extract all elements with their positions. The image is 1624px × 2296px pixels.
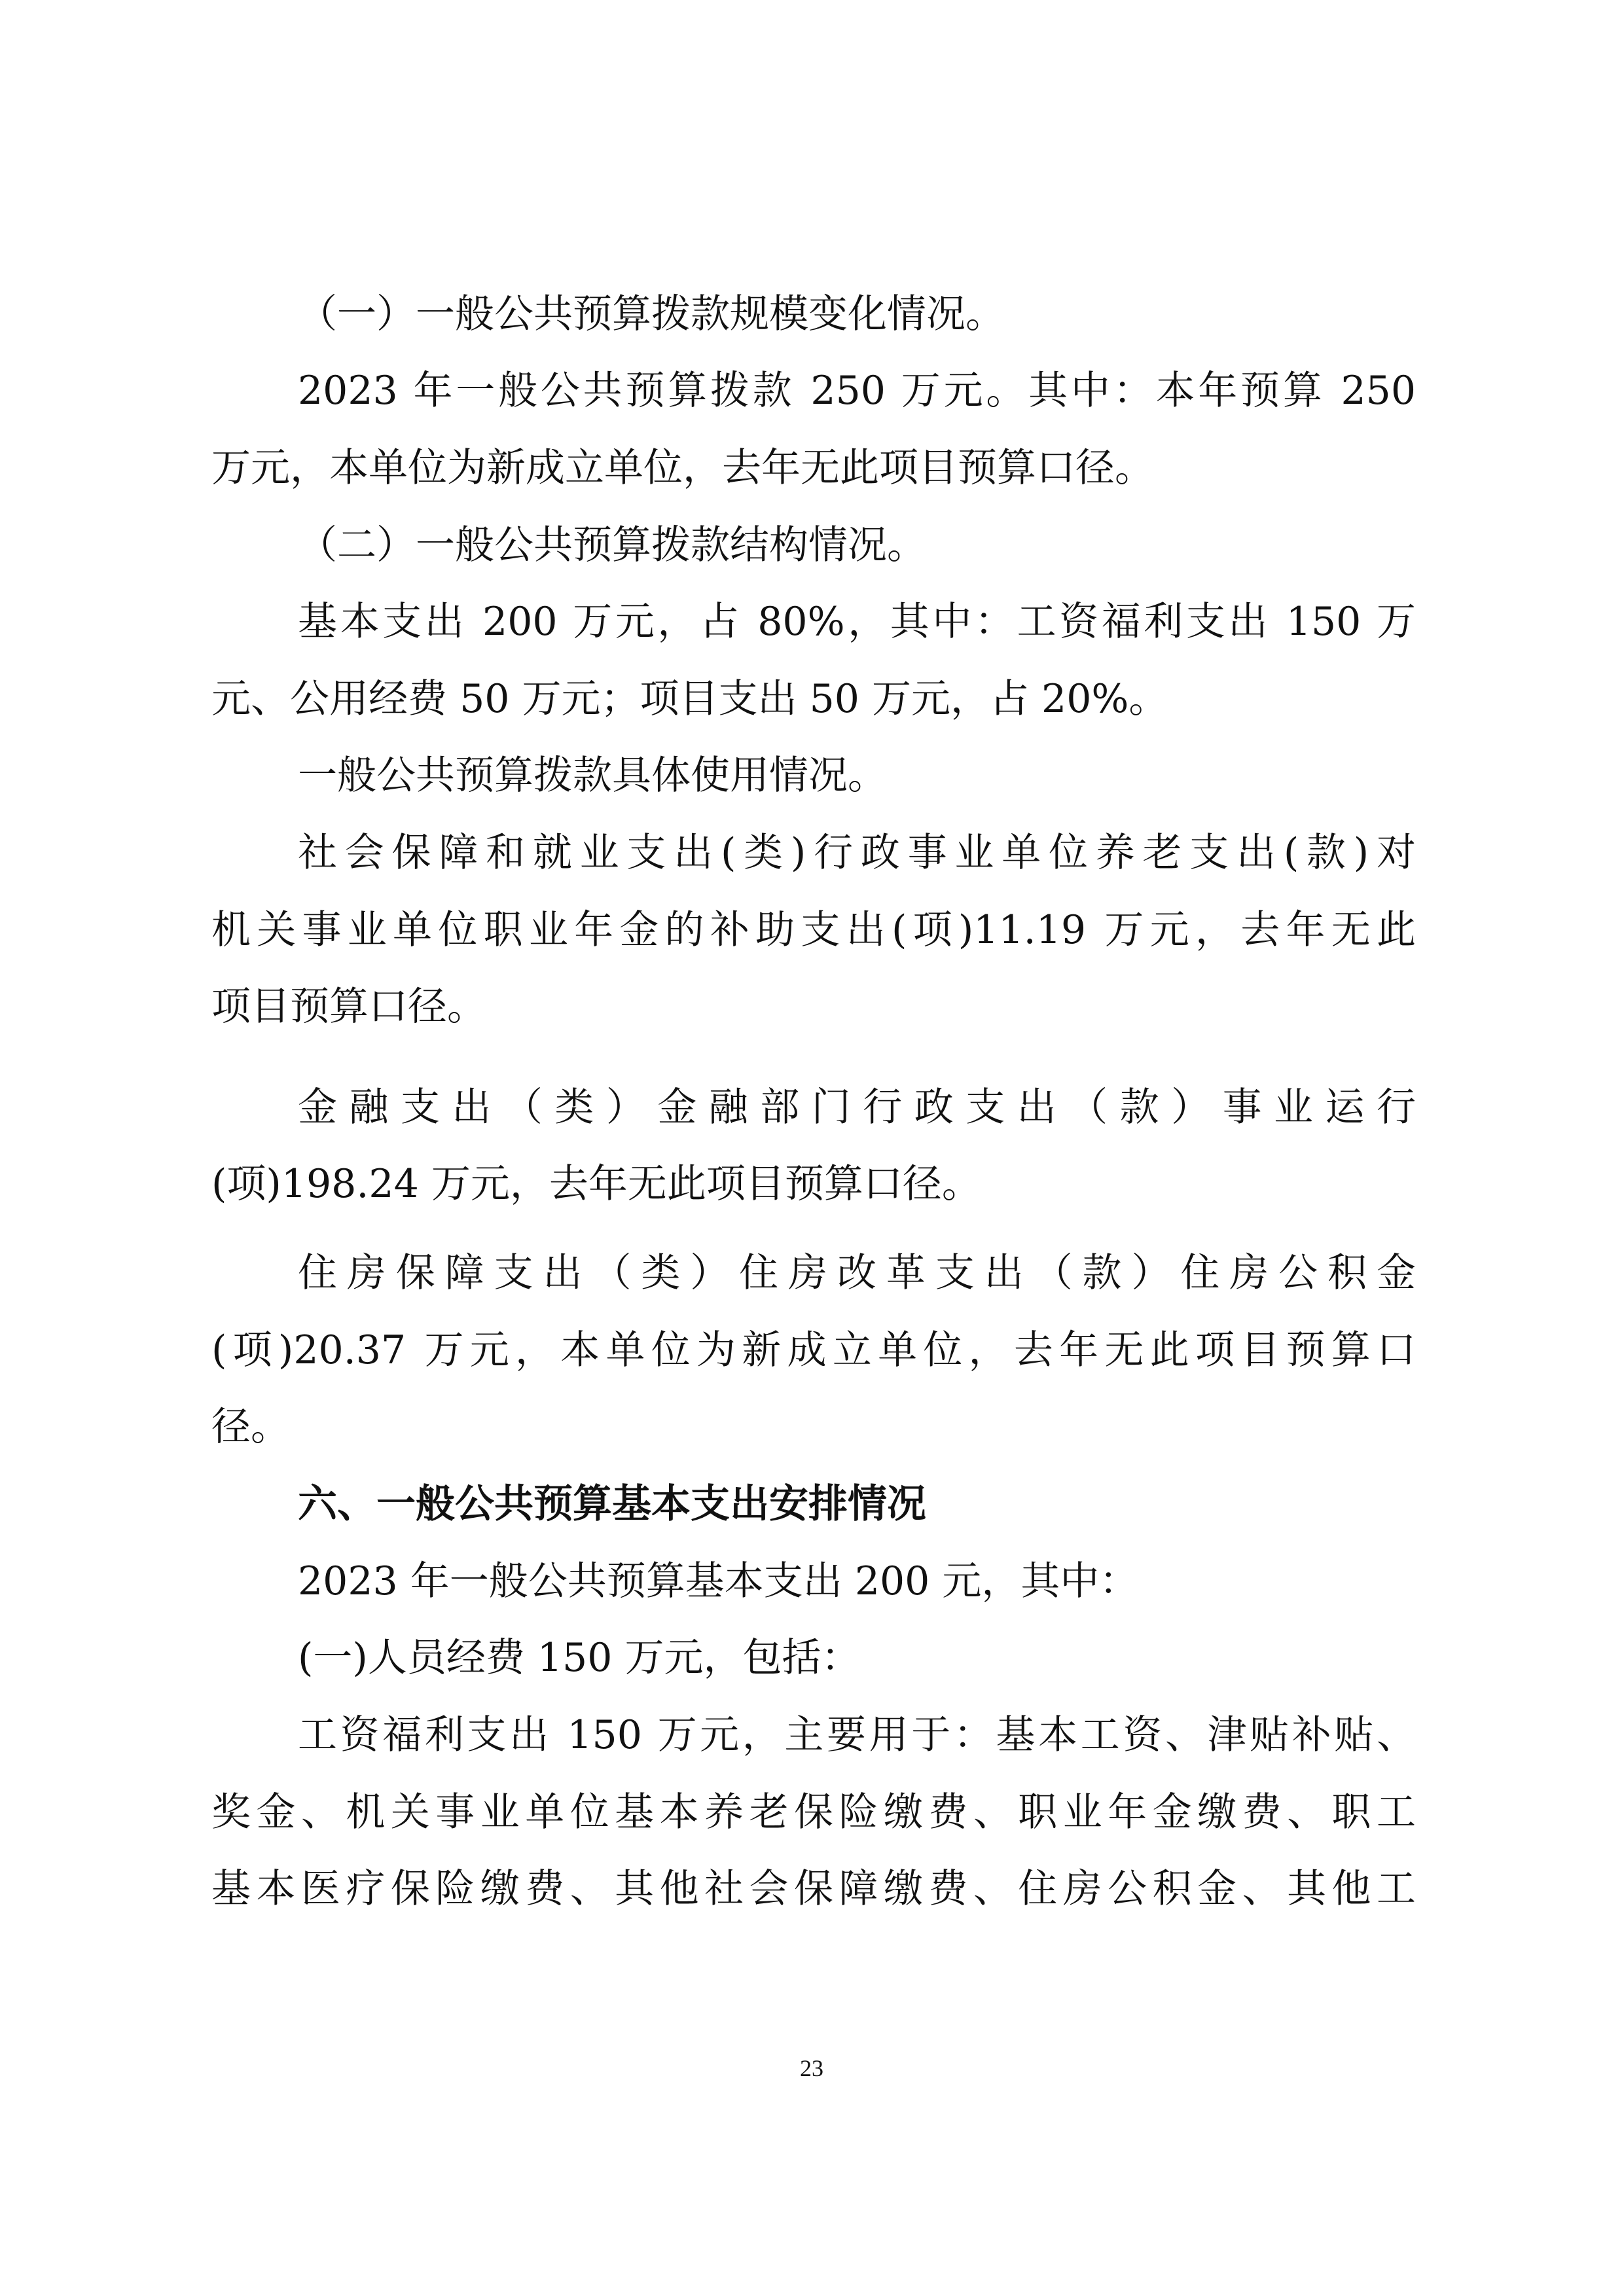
paragraph-line: 住房保障支出（类）住房改革支出（款）住房公积金: [298, 1250, 1416, 1296]
paragraph-line: 径。: [211, 1404, 290, 1450]
paragraph-line: 2023 年一般公共预算基本支出 200 元，其中：: [298, 1558, 1139, 1604]
page-number: 23: [800, 2055, 823, 2081]
paragraph-line: 社会保障和就业支出(类)行政事业单位养老支出(款)对: [298, 830, 1416, 876]
paragraph-line: 奖金、机关事业单位基本养老保险缴费、职业年金缴费、职工: [211, 1789, 1416, 1835]
paragraph-line: 元、公用经费 50 万元；项目支出 50 万元，占 20%。: [211, 676, 1168, 722]
paragraph-line: (项)20.37 万元，本单位为新成立单位，去年无此项目预算口: [211, 1327, 1416, 1373]
paragraph-line: 工资福利支出 150 万元，主要用于：基本工资、津贴补贴、: [298, 1712, 1416, 1758]
paragraph-line: 万元，本单位为新成立单位，去年无此项目预算口径。: [211, 445, 1154, 491]
paragraph-line: 基本医疗保险缴费、其他社会保障缴费、住房公积金、其他工: [211, 1866, 1416, 1912]
paragraph-line: 项目预算口径。: [211, 984, 486, 1030]
paragraph-line: 金融支出（类）金融部门行政支出（款）事业运行: [298, 1085, 1416, 1130]
section-heading: 六、一般公共预算基本支出安排情况: [298, 1481, 926, 1527]
paragraph-line: (项)198.24 万元，去年无此项目预算口径。: [211, 1161, 981, 1207]
paragraph-line: (一)人员经费 150 万元，包括：: [298, 1635, 861, 1681]
paragraph-line: 基本支出 200 万元，占 80%，其中：工资福利支出 150 万: [298, 599, 1416, 645]
paragraph-line: （一）一般公共预算拨款规模变化情况。: [298, 291, 1005, 337]
paragraph-line: 机关事业单位职业年金的补助支出(项)11.19 万元，去年无此: [211, 907, 1416, 953]
paragraph-line: 一般公共预算拨款具体使用情况。: [298, 753, 887, 798]
paragraph-line: （二）一般公共预算拨款结构情况。: [298, 522, 926, 568]
paragraph-line: 2023 年一般公共预算拨款 250 万元。其中：本年预算 250: [298, 368, 1416, 414]
